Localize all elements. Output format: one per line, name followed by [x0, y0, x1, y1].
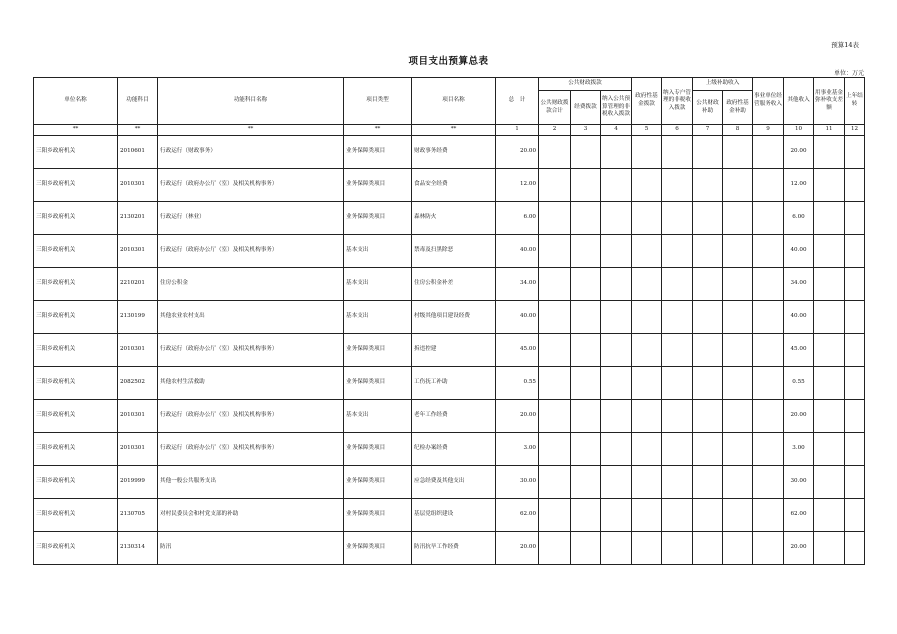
cell-special-non-tax — [662, 400, 693, 433]
cell-unit-name: 三阳乡政府机关 — [34, 268, 118, 301]
col-higher-public: 公共财政补助 — [693, 91, 723, 125]
cell-other-income: 40.00 — [784, 235, 814, 268]
cell-carryover — [845, 235, 865, 268]
cell-surplus — [814, 301, 845, 334]
cell-higher-gov-fund — [723, 433, 753, 466]
cell-budget-non-tax — [601, 367, 632, 400]
cell-total: 20.00 — [496, 400, 539, 433]
cell-other-income: 20.00 — [784, 532, 814, 565]
cell-total: 40.00 — [496, 301, 539, 334]
table-row — [34, 499, 865, 532]
cell-higher-gov-fund — [723, 268, 753, 301]
cell-unit-name: 三阳乡政府机关 — [34, 235, 118, 268]
table-row — [34, 169, 865, 202]
col-func-code: 功能科目 — [118, 78, 158, 125]
cell-public-fiscal-subtotal — [539, 466, 571, 499]
cell-func-code: 2010301 — [118, 235, 158, 268]
cell-proj-name: 拆违控建 — [412, 334, 496, 367]
cell-carryover — [845, 433, 865, 466]
cell-func-name: 行政运行（政府办公厅（室）及相关机构事务） — [158, 235, 344, 268]
cell-other-income: 6.00 — [784, 202, 814, 235]
table-row — [34, 202, 865, 235]
cell-unit-name: 三阳乡政府机关 — [34, 136, 118, 169]
cell-carryover — [845, 334, 865, 367]
cell-other-income: 40.00 — [784, 301, 814, 334]
cell-higher-public — [693, 367, 723, 400]
cell-higher-gov-fund — [723, 466, 753, 499]
cell-business-income — [753, 235, 784, 268]
index-cell: ** — [118, 125, 158, 136]
cell-proj-type: 业务保障类项目 — [344, 334, 412, 367]
cell-other-income: 3.00 — [784, 433, 814, 466]
cell-func-code: 2130201 — [118, 202, 158, 235]
cell-budget-non-tax — [601, 268, 632, 301]
cell-carryover — [845, 268, 865, 301]
cell-other-income: 0.55 — [784, 367, 814, 400]
cell-surplus — [814, 367, 845, 400]
cell-func-name: 行政运行（财政事务） — [158, 136, 344, 169]
cell-business-income — [753, 367, 784, 400]
col-unit-name: 单位名称 — [34, 78, 118, 125]
cell-higher-public — [693, 400, 723, 433]
cell-carryover — [845, 499, 865, 532]
cell-total: 40.00 — [496, 235, 539, 268]
col-proj-name: 项目名称 — [412, 78, 496, 125]
cell-higher-public — [693, 301, 723, 334]
cell-higher-public — [693, 169, 723, 202]
cell-higher-gov-fund — [723, 202, 753, 235]
header-row-1 — [34, 78, 865, 91]
index-cell: 3 — [571, 125, 601, 136]
cell-public-fiscal-subtotal — [539, 202, 571, 235]
index-cell: ** — [344, 125, 412, 136]
table-row — [34, 268, 865, 301]
cell-proj-name: 应急经费及其他支出 — [412, 466, 496, 499]
cell-public-fiscal-subtotal — [539, 334, 571, 367]
cell-other-income: 34.00 — [784, 268, 814, 301]
cell-business-income — [753, 499, 784, 532]
cell-surplus — [814, 235, 845, 268]
cell-higher-gov-fund — [723, 400, 753, 433]
index-cell: 9 — [753, 125, 784, 136]
table-row — [34, 367, 865, 400]
cell-surplus — [814, 169, 845, 202]
cell-gov-fund — [632, 433, 662, 466]
table-row — [34, 235, 865, 268]
cell-special-non-tax — [662, 202, 693, 235]
cell-unit-name: 三阳乡政府机关 — [34, 301, 118, 334]
cell-special-non-tax — [662, 268, 693, 301]
cell-budget-non-tax — [601, 136, 632, 169]
cell-other-income: 30.00 — [784, 466, 814, 499]
cell-public-fiscal-subtotal — [539, 532, 571, 565]
cell-other-income: 20.00 — [784, 136, 814, 169]
col-gov-fund: 政府性基金拨款 — [632, 78, 662, 125]
cell-gov-fund — [632, 235, 662, 268]
cell-gov-fund — [632, 400, 662, 433]
table-row — [34, 433, 865, 466]
cell-budget-non-tax — [601, 466, 632, 499]
cell-surplus — [814, 532, 845, 565]
index-cell: ** — [158, 125, 344, 136]
cell-operating-funds — [571, 499, 601, 532]
cell-higher-public — [693, 499, 723, 532]
index-cell: 6 — [662, 125, 693, 136]
col-proj-type: 项目类型 — [344, 78, 412, 125]
cell-higher-gov-fund — [723, 169, 753, 202]
cell-func-code: 2130199 — [118, 301, 158, 334]
cell-total: 0.55 — [496, 367, 539, 400]
cell-special-non-tax — [662, 235, 693, 268]
cell-func-name: 行政运行（政府办公厅（室）及相关机构事务） — [158, 433, 344, 466]
cell-total: 3.00 — [496, 433, 539, 466]
cell-func-name: 对村民委员会和村党支部的补助 — [158, 499, 344, 532]
cell-business-income — [753, 136, 784, 169]
col-group-public-fiscal: 公共财政拨款 — [539, 78, 632, 91]
cell-proj-name: 基层党组织建设 — [412, 499, 496, 532]
cell-proj-name: 禁毒及扫黑除恶 — [412, 235, 496, 268]
cell-higher-public — [693, 202, 723, 235]
cell-public-fiscal-subtotal — [539, 169, 571, 202]
cell-surplus — [814, 268, 845, 301]
cell-total: 20.00 — [496, 136, 539, 169]
cell-unit-name: 三阳乡政府机关 — [34, 400, 118, 433]
cell-proj-name: 住房公积金补差 — [412, 268, 496, 301]
cell-surplus — [814, 400, 845, 433]
cell-higher-public — [693, 334, 723, 367]
table-body — [34, 125, 865, 565]
cell-proj-name: 纪检办案经费 — [412, 433, 496, 466]
cell-func-code: 2010601 — [118, 136, 158, 169]
cell-operating-funds — [571, 433, 601, 466]
cell-higher-public — [693, 136, 723, 169]
cell-func-name: 行政运行（政府办公厅（室）及相关机构事务） — [158, 334, 344, 367]
col-total: 总 计 — [496, 78, 539, 125]
cell-carryover — [845, 202, 865, 235]
cell-special-non-tax — [662, 136, 693, 169]
cell-total: 12.00 — [496, 169, 539, 202]
cell-proj-type: 业务保障类项目 — [344, 499, 412, 532]
cell-unit-name: 三阳乡政府机关 — [34, 433, 118, 466]
cell-proj-name: 村级其他项目建设经费 — [412, 301, 496, 334]
cell-proj-name: 食品安全经费 — [412, 169, 496, 202]
index-cell: 4 — [601, 125, 632, 136]
cell-business-income — [753, 301, 784, 334]
cell-surplus — [814, 466, 845, 499]
cell-proj-name: 防汛抗旱工作经费 — [412, 532, 496, 565]
cell-operating-funds — [571, 268, 601, 301]
cell-higher-public — [693, 466, 723, 499]
cell-operating-funds — [571, 334, 601, 367]
cell-func-name: 住房公积金 — [158, 268, 344, 301]
cell-func-name: 其他一般公共服务支出 — [158, 466, 344, 499]
cell-gov-fund — [632, 532, 662, 565]
index-cell: 2 — [539, 125, 571, 136]
cell-gov-fund — [632, 136, 662, 169]
index-cell: 8 — [723, 125, 753, 136]
cell-proj-type: 业务保障类项目 — [344, 466, 412, 499]
cell-budget-non-tax — [601, 235, 632, 268]
cell-unit-name: 三阳乡政府机关 — [34, 499, 118, 532]
cell-carryover — [845, 466, 865, 499]
cell-carryover — [845, 301, 865, 334]
col-operating-funds: 经费拨款 — [571, 91, 601, 125]
cell-public-fiscal-subtotal — [539, 499, 571, 532]
cell-budget-non-tax — [601, 400, 632, 433]
cell-unit-name: 三阳乡政府机关 — [34, 367, 118, 400]
cell-budget-non-tax — [601, 334, 632, 367]
cell-public-fiscal-subtotal — [539, 400, 571, 433]
table-row — [34, 301, 865, 334]
cell-other-income: 45.00 — [784, 334, 814, 367]
cell-business-income — [753, 433, 784, 466]
cell-unit-name: 三阳乡政府机关 — [34, 169, 118, 202]
cell-business-income — [753, 202, 784, 235]
cell-higher-gov-fund — [723, 367, 753, 400]
cell-business-income — [753, 334, 784, 367]
col-group-higher-subsidy: 上级补助收入 — [693, 78, 753, 91]
col-budget-non-tax: 纳入公共预算管理的非税收入拨款 — [601, 91, 632, 125]
col-other-income: 其他收入 — [784, 78, 814, 125]
col-surplus: 用事业基金弥补收支差额 — [814, 78, 845, 125]
index-row — [34, 125, 865, 136]
cell-proj-name: 财政事务经费 — [412, 136, 496, 169]
cell-total: 34.00 — [496, 268, 539, 301]
col-public-fiscal-subtotal: 公共财政拨款合计 — [539, 91, 571, 125]
cell-operating-funds — [571, 169, 601, 202]
cell-surplus — [814, 499, 845, 532]
cell-higher-gov-fund — [723, 136, 753, 169]
cell-gov-fund — [632, 466, 662, 499]
cell-proj-name: 工伤抚工补助 — [412, 367, 496, 400]
cell-special-non-tax — [662, 367, 693, 400]
cell-special-non-tax — [662, 532, 693, 565]
cell-func-code: 2130314 — [118, 532, 158, 565]
cell-operating-funds — [571, 136, 601, 169]
budget-table — [33, 77, 865, 565]
table-row — [34, 334, 865, 367]
cell-other-income: 12.00 — [784, 169, 814, 202]
index-cell: 1 — [496, 125, 539, 136]
cell-gov-fund — [632, 499, 662, 532]
cell-proj-type: 基本支出 — [344, 400, 412, 433]
table-row — [34, 532, 865, 565]
cell-budget-non-tax — [601, 433, 632, 466]
cell-higher-public — [693, 433, 723, 466]
cell-public-fiscal-subtotal — [539, 301, 571, 334]
cell-proj-type: 基本支出 — [344, 235, 412, 268]
index-cell: 7 — [693, 125, 723, 136]
cell-func-code: 2210201 — [118, 268, 158, 301]
cell-func-code: 2010301 — [118, 433, 158, 466]
col-special-non-tax: 纳入专户管理的非税收入拨款 — [662, 78, 693, 125]
cell-func-name: 行政运行（政府办公厅（室）及相关机构事务） — [158, 400, 344, 433]
cell-other-income: 20.00 — [784, 400, 814, 433]
cell-proj-name: 森林防火 — [412, 202, 496, 235]
cell-higher-gov-fund — [723, 334, 753, 367]
cell-surplus — [814, 433, 845, 466]
cell-func-name: 行政运行（政府办公厅（室）及相关机构事务） — [158, 169, 344, 202]
cell-business-income — [753, 169, 784, 202]
cell-higher-public — [693, 235, 723, 268]
cell-proj-type: 业务保障类项目 — [344, 136, 412, 169]
cell-carryover — [845, 367, 865, 400]
cell-operating-funds — [571, 301, 601, 334]
cell-func-name: 其他农业农村支出 — [158, 301, 344, 334]
cell-func-code: 2010301 — [118, 400, 158, 433]
cell-total: 62.00 — [496, 499, 539, 532]
cell-operating-funds — [571, 400, 601, 433]
cell-business-income — [753, 400, 784, 433]
cell-higher-gov-fund — [723, 499, 753, 532]
page-title: 项目支出预算总表 — [408, 56, 489, 67]
cell-public-fiscal-subtotal — [539, 235, 571, 268]
cell-business-income — [753, 532, 784, 565]
cell-business-income — [753, 268, 784, 301]
cell-operating-funds — [571, 202, 601, 235]
cell-operating-funds — [571, 532, 601, 565]
cell-proj-type: 业务保障类项目 — [344, 367, 412, 400]
cell-budget-non-tax — [601, 301, 632, 334]
cell-func-code: 2082502 — [118, 367, 158, 400]
cell-func-code: 2010301 — [118, 334, 158, 367]
cell-proj-type: 业务保障类项目 — [344, 532, 412, 565]
cell-gov-fund — [632, 202, 662, 235]
cell-higher-gov-fund — [723, 235, 753, 268]
cell-surplus — [814, 136, 845, 169]
col-business-income: 事业单位经营服务收入 — [753, 78, 784, 125]
page-number: 预算14表 — [831, 41, 859, 49]
cell-unit-name: 三阳乡政府机关 — [34, 532, 118, 565]
index-cell: 5 — [632, 125, 662, 136]
col-func-name: 功能科目名称 — [158, 78, 344, 125]
cell-unit-name: 三阳乡政府机关 — [34, 202, 118, 235]
cell-higher-gov-fund — [723, 301, 753, 334]
cell-public-fiscal-subtotal — [539, 268, 571, 301]
col-higher-gov-fund: 政府性基金补助 — [723, 91, 753, 125]
table-row — [34, 466, 865, 499]
cell-gov-fund — [632, 268, 662, 301]
cell-func-name: 防汛 — [158, 532, 344, 565]
cell-carryover — [845, 400, 865, 433]
cell-func-code: 2130705 — [118, 499, 158, 532]
cell-special-non-tax — [662, 169, 693, 202]
cell-special-non-tax — [662, 301, 693, 334]
col-carryover: 上年结转 — [845, 78, 865, 125]
cell-budget-non-tax — [601, 202, 632, 235]
cell-public-fiscal-subtotal — [539, 367, 571, 400]
cell-surplus — [814, 334, 845, 367]
unit-label: 单位：万元 — [833, 70, 864, 77]
cell-func-name: 其他农村生活救助 — [158, 367, 344, 400]
cell-operating-funds — [571, 466, 601, 499]
cell-proj-type: 基本支出 — [344, 301, 412, 334]
cell-public-fiscal-subtotal — [539, 433, 571, 466]
cell-proj-type: 业务保障类项目 — [344, 433, 412, 466]
cell-func-code: 2019999 — [118, 466, 158, 499]
cell-higher-gov-fund — [723, 532, 753, 565]
table-row — [34, 400, 865, 433]
cell-proj-type: 业务保障类项目 — [344, 202, 412, 235]
index-cell: ** — [34, 125, 118, 136]
cell-carryover — [845, 532, 865, 565]
index-cell: 12 — [845, 125, 865, 136]
cell-func-code: 2010301 — [118, 169, 158, 202]
cell-proj-type: 业务保障类项目 — [344, 169, 412, 202]
cell-total: 20.00 — [496, 532, 539, 565]
cell-special-non-tax — [662, 433, 693, 466]
cell-carryover — [845, 169, 865, 202]
cell-budget-non-tax — [601, 499, 632, 532]
cell-total: 6.00 — [496, 202, 539, 235]
table-row — [34, 136, 865, 169]
cell-gov-fund — [632, 334, 662, 367]
cell-higher-public — [693, 532, 723, 565]
cell-proj-name: 老年工作经费 — [412, 400, 496, 433]
index-cell: ** — [412, 125, 496, 136]
cell-total: 30.00 — [496, 466, 539, 499]
cell-unit-name: 三阳乡政府机关 — [34, 334, 118, 367]
cell-unit-name: 三阳乡政府机关 — [34, 466, 118, 499]
cell-budget-non-tax — [601, 532, 632, 565]
cell-total: 45.00 — [496, 334, 539, 367]
cell-higher-public — [693, 268, 723, 301]
cell-operating-funds — [571, 367, 601, 400]
cell-special-non-tax — [662, 334, 693, 367]
cell-special-non-tax — [662, 466, 693, 499]
cell-business-income — [753, 466, 784, 499]
cell-special-non-tax — [662, 499, 693, 532]
index-cell: 10 — [784, 125, 814, 136]
cell-gov-fund — [632, 367, 662, 400]
cell-public-fiscal-subtotal — [539, 136, 571, 169]
cell-budget-non-tax — [601, 169, 632, 202]
cell-gov-fund — [632, 301, 662, 334]
cell-carryover — [845, 136, 865, 169]
cell-gov-fund — [632, 169, 662, 202]
cell-proj-type: 基本支出 — [344, 268, 412, 301]
index-cell: 11 — [814, 125, 845, 136]
cell-surplus — [814, 202, 845, 235]
cell-func-name: 行政运行（林业） — [158, 202, 344, 235]
cell-operating-funds — [571, 235, 601, 268]
cell-other-income: 62.00 — [784, 499, 814, 532]
